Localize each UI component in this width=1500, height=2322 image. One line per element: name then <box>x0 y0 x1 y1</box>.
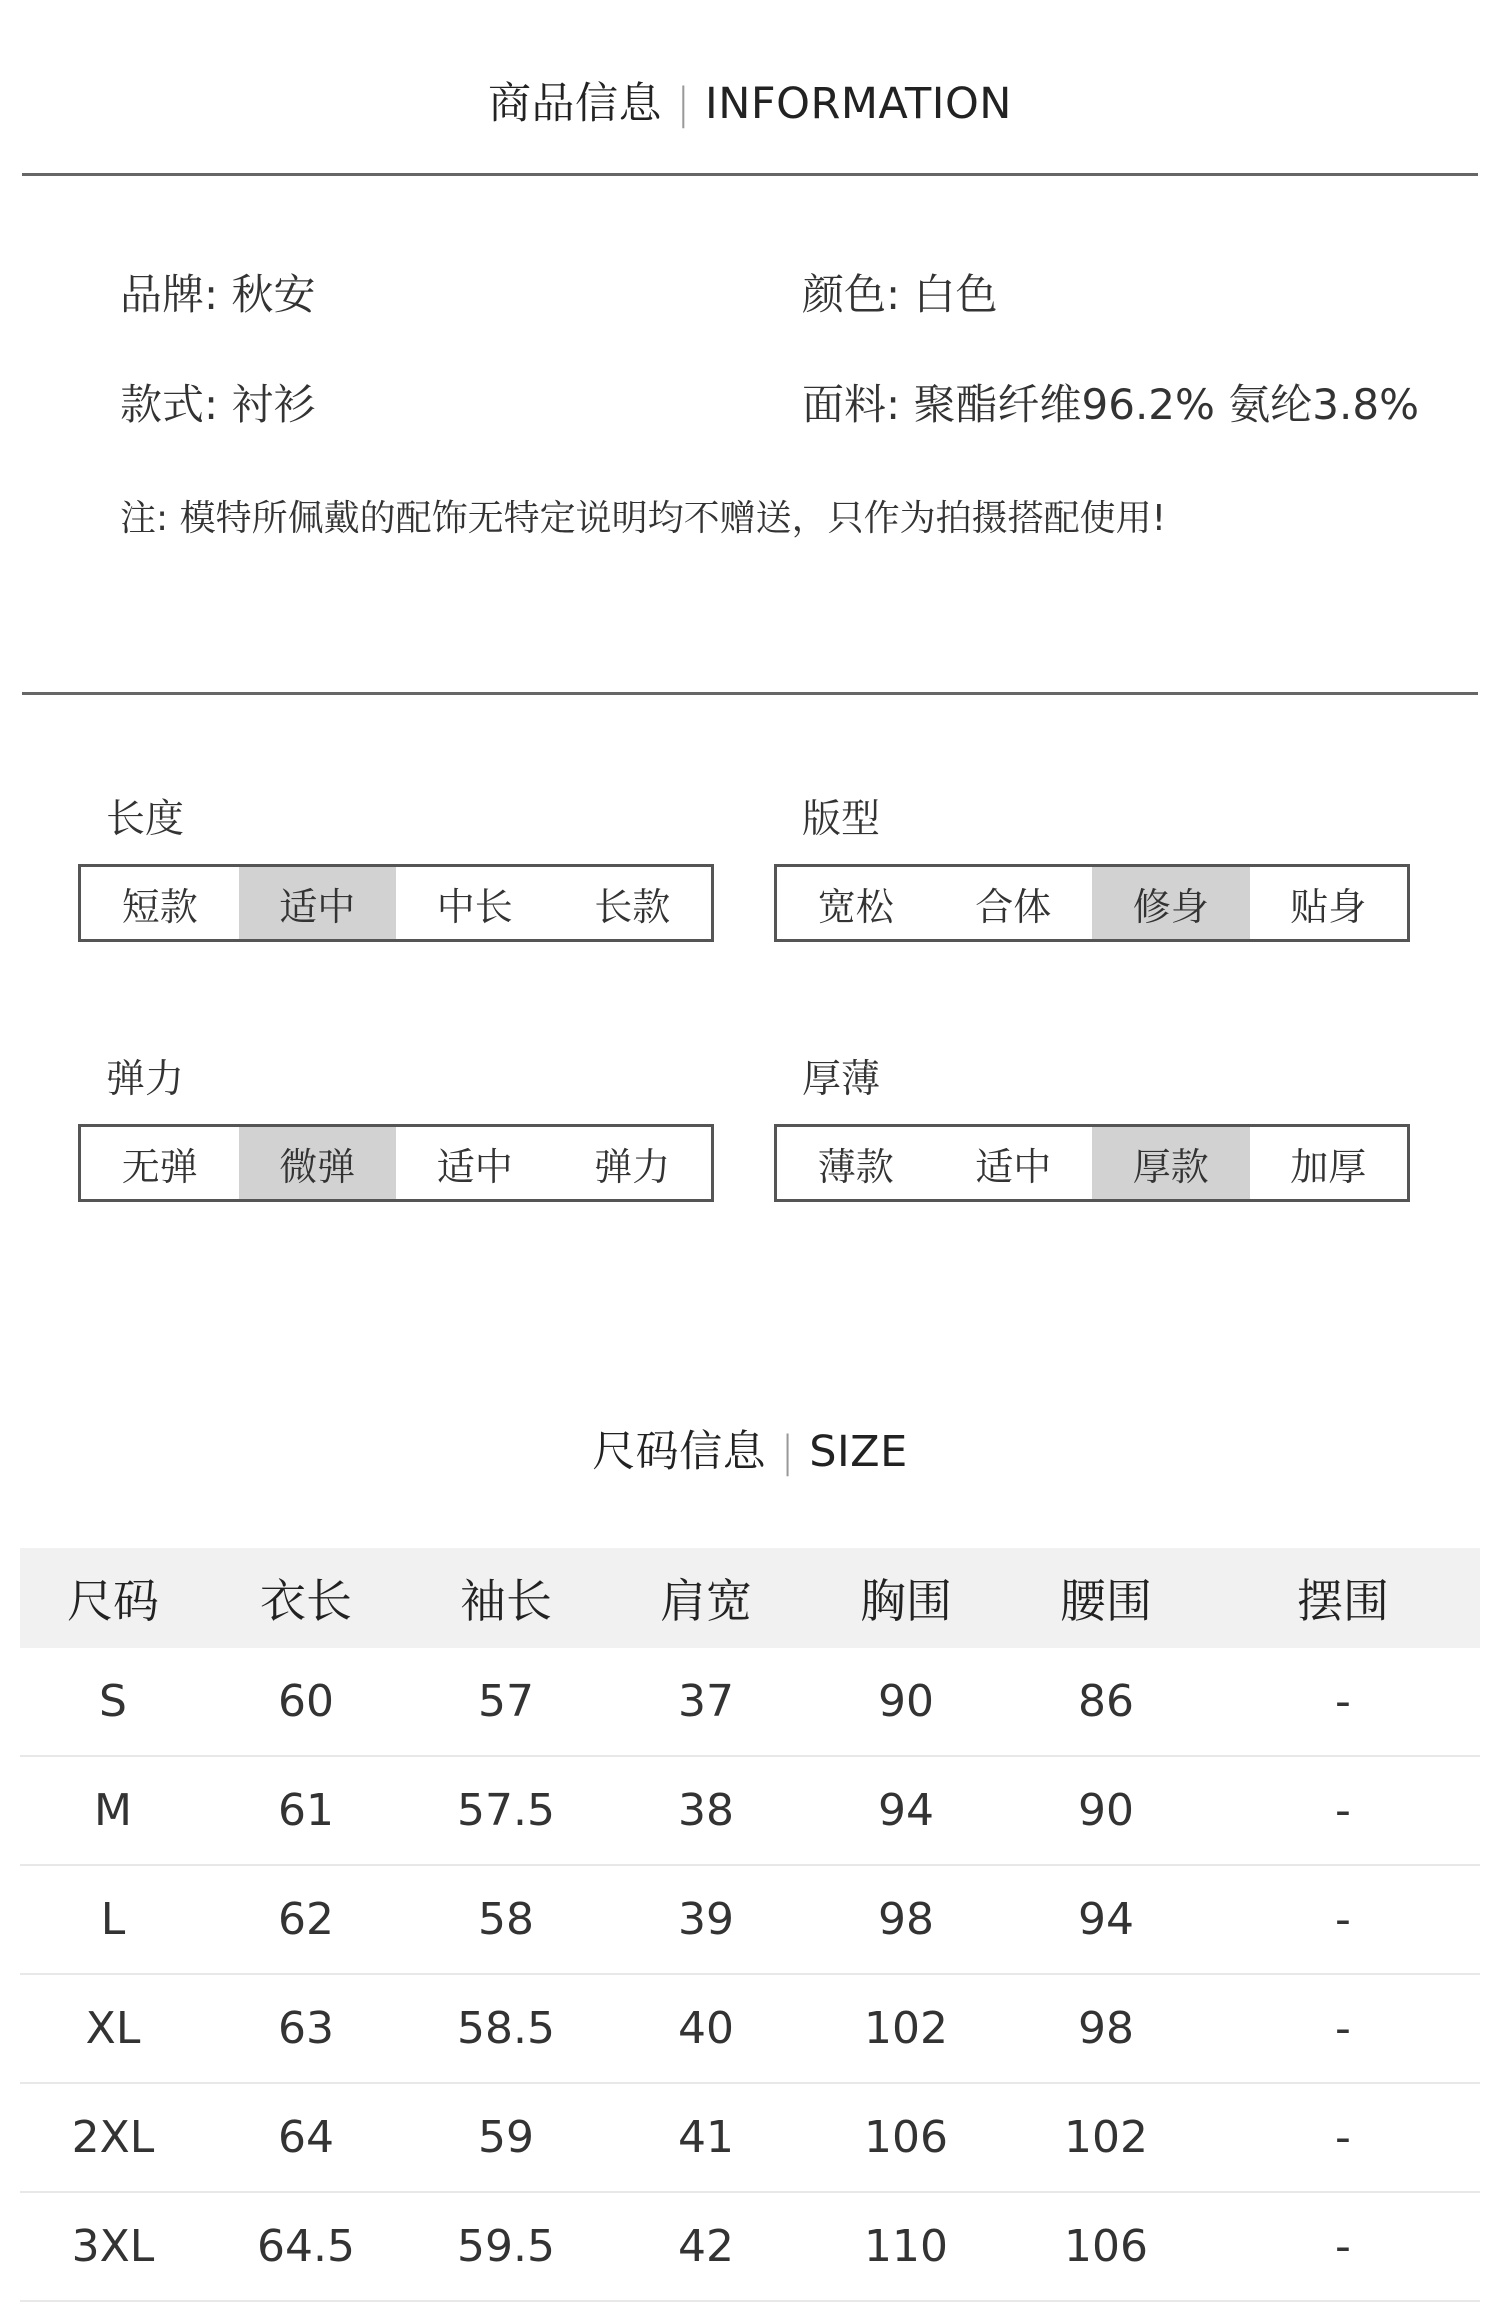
fabric-text: 面料: 聚酯纤维96.2% 氨纶3.8% <box>802 380 1419 429</box>
table-cell: 63 <box>278 2003 334 2054</box>
table-cell: 61 <box>278 1785 334 1836</box>
table-header-cell: 腰围 <box>1060 1574 1152 1628</box>
table-cell: 86 <box>1078 1676 1134 1727</box>
table-cell: 38 <box>678 1785 734 1836</box>
table-cell: - <box>1335 1785 1351 1836</box>
table-row <box>20 1975 1480 2084</box>
table-cell: 94 <box>878 1785 934 1836</box>
table-cell: 106 <box>864 2112 948 2163</box>
table-row <box>20 2193 1480 2302</box>
size-title-en: SIZE <box>809 1427 908 1477</box>
info-title-en: INFORMATION <box>705 79 1012 129</box>
table-cell: 42 <box>678 2221 734 2272</box>
table-cell: 98 <box>878 1894 934 1945</box>
attr-scale-thickness <box>774 1124 1410 1202</box>
table-cell: 37 <box>678 1676 734 1727</box>
table-cell: 58 <box>478 1894 534 1945</box>
attr-option: 无弹 <box>121 1144 198 1189</box>
table-cell: - <box>1335 1894 1351 1945</box>
table-row <box>20 2084 1480 2193</box>
table-header-cell: 肩宽 <box>660 1574 752 1628</box>
table-cell: 59.5 <box>457 2221 555 2272</box>
table-cell: 90 <box>878 1676 934 1727</box>
attr-option: 贴身 <box>1290 884 1367 929</box>
table-cell: - <box>1335 1676 1351 1727</box>
style-text: 款式: 衬衫 <box>120 380 316 429</box>
attr-option: 适中 <box>436 1144 513 1189</box>
table-cell: 59 <box>478 2112 534 2163</box>
attr-option: 适中 <box>975 1144 1052 1189</box>
info-top-divider <box>22 173 1478 176</box>
accessory-note: 注: 模特所佩戴的配饰无特定说明均不赠送，只作为拍摄搭配使用! <box>120 498 1167 539</box>
table-cell: - <box>1335 2112 1351 2163</box>
attr-option-selected: 厚款 <box>1092 1127 1250 1199</box>
table-cell: XL <box>85 2003 141 2054</box>
color-text: 颜色: 白色 <box>802 270 998 319</box>
table-cell: 94 <box>1078 1894 1134 1945</box>
table-cell: 106 <box>1064 2221 1148 2272</box>
info-bottom-divider <box>22 692 1478 695</box>
table-cell: 58.5 <box>457 2003 555 2054</box>
table-cell: 90 <box>1078 1785 1134 1836</box>
table-row <box>20 1866 1480 1975</box>
table-cell: 40 <box>678 2003 734 2054</box>
table-cell: 2XL <box>71 2112 155 2163</box>
attr-label-elasticity: 弹力 <box>106 1057 185 1102</box>
table-cell: 64 <box>278 2112 334 2163</box>
attr-option: 薄款 <box>817 1144 894 1189</box>
attr-label-length: 长度 <box>106 797 185 842</box>
table-cell: 102 <box>1064 2112 1148 2163</box>
attr-label-thickness: 厚薄 <box>802 1057 881 1102</box>
table-cell: 57.5 <box>457 1785 555 1836</box>
attr-option-selected: 修身 <box>1092 867 1250 939</box>
table-cell: - <box>1335 2221 1351 2272</box>
brand-text: 品牌: 秋安 <box>120 270 316 319</box>
info-title-separator: | <box>676 79 692 129</box>
table-cell: 110 <box>864 2221 948 2272</box>
attr-scale-length <box>78 864 714 942</box>
attr-option: 弹力 <box>594 1144 671 1189</box>
table-cell: 62 <box>278 1894 334 1945</box>
table-header-cell: 袖长 <box>460 1574 552 1628</box>
info-title-cn: 商品信息 <box>488 79 663 129</box>
attr-option: 长款 <box>594 884 671 929</box>
table-cell: 102 <box>864 2003 948 2054</box>
table-cell: M <box>94 1785 132 1836</box>
table-cell: 3XL <box>71 2221 155 2272</box>
attr-option: 合体 <box>975 884 1052 929</box>
size-section-title <box>0 1418 1500 1479</box>
table-cell: 57 <box>478 1676 534 1727</box>
info-section-title <box>0 70 1500 131</box>
table-cell: S <box>99 1676 127 1727</box>
table-row <box>20 1757 1480 1866</box>
table-header-cell: 摆围 <box>1297 1574 1389 1628</box>
table-row <box>20 1648 1480 1757</box>
table-cell: 60 <box>278 1676 334 1727</box>
size-title-cn: 尺码信息 <box>592 1427 767 1477</box>
attr-option-selected: 适中 <box>239 867 397 939</box>
table-cell: 98 <box>1078 2003 1134 2054</box>
attr-option: 中长 <box>436 884 513 929</box>
attr-option: 短款 <box>121 884 198 929</box>
table-header-cell: 衣长 <box>260 1574 352 1628</box>
table-header-cell: 胸围 <box>860 1574 952 1628</box>
size-table <box>20 1548 1480 2302</box>
attr-scale-elasticity <box>78 1124 714 1202</box>
size-table-body <box>20 1648 1480 2302</box>
attr-option: 宽松 <box>817 884 894 929</box>
table-cell: 41 <box>678 2112 734 2163</box>
attr-label-fit: 版型 <box>802 797 881 842</box>
table-cell: 39 <box>678 1894 734 1945</box>
attr-option: 加厚 <box>1290 1144 1367 1189</box>
table-header-cell: 尺码 <box>67 1574 159 1628</box>
attr-option-selected: 微弹 <box>239 1127 397 1199</box>
size-title-separator: | <box>780 1427 796 1477</box>
attr-scale-fit <box>774 864 1410 942</box>
table-cell: L <box>100 1894 126 1945</box>
size-table-header <box>20 1548 1480 1648</box>
table-cell: - <box>1335 2003 1351 2054</box>
table-cell: 64.5 <box>257 2221 355 2272</box>
